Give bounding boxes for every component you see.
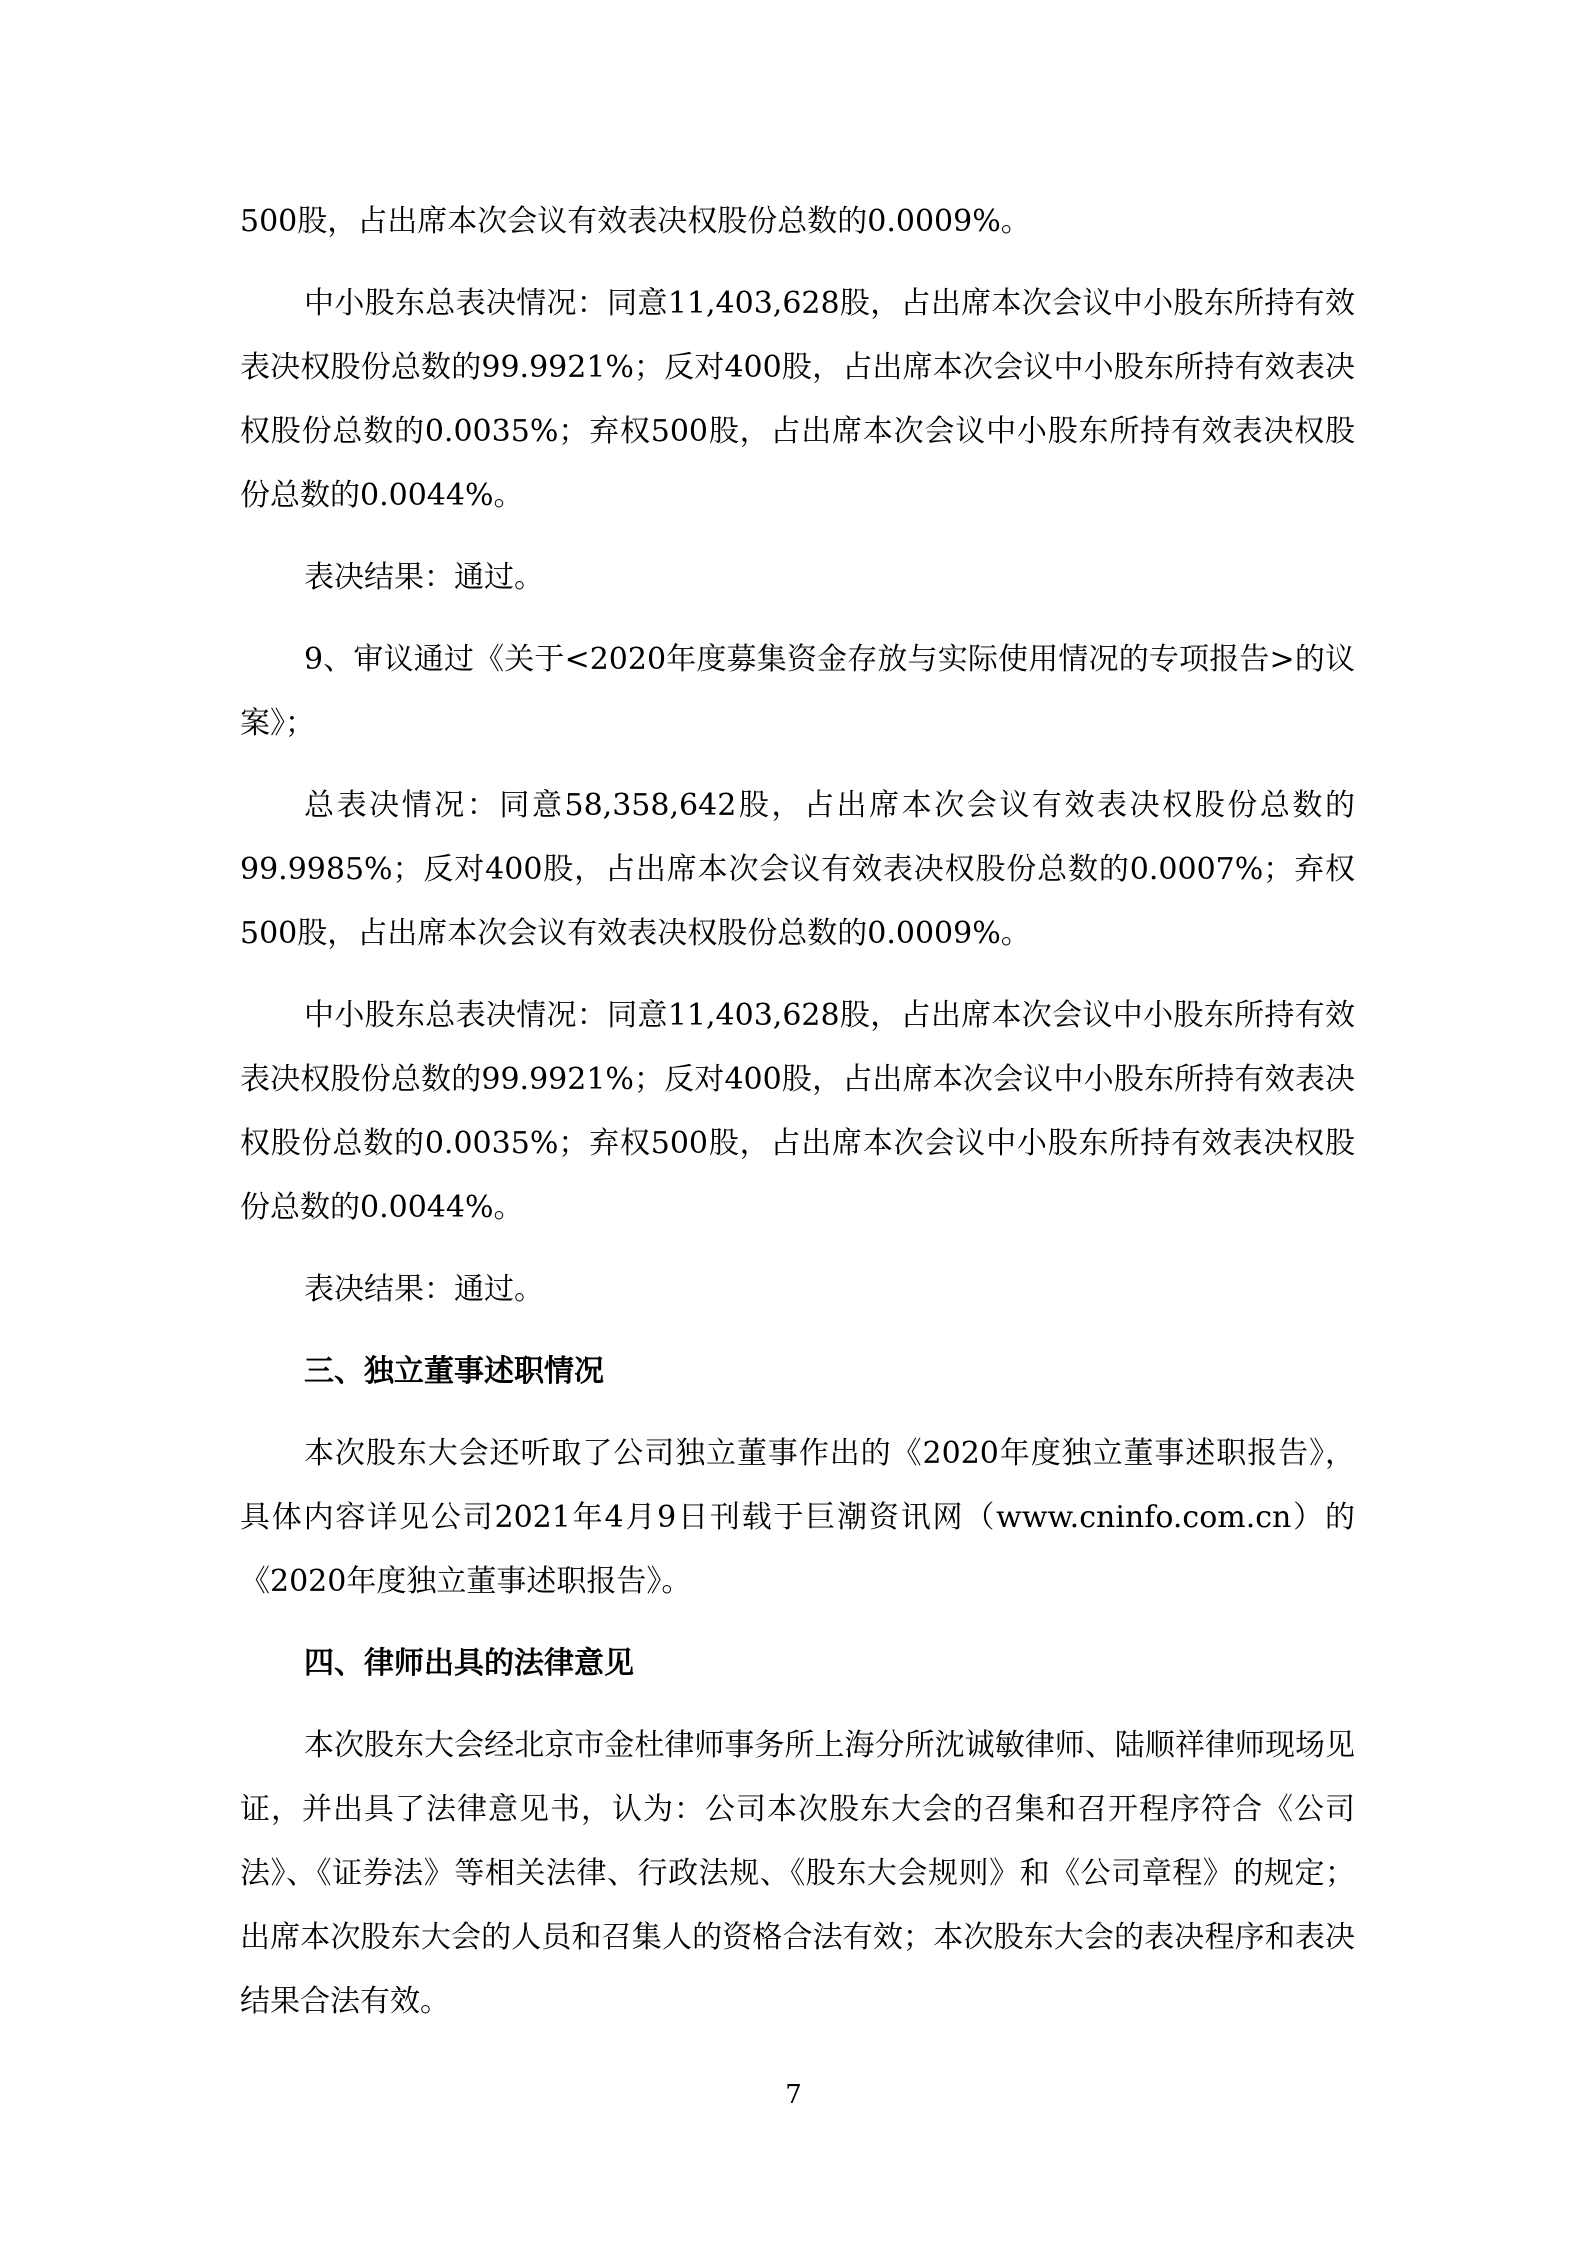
section-heading-independent-directors: 三、独立董事述职情况 (304, 1354, 604, 1389)
paragraph-legal-opinion: 本次股东大会经北京市金杜律师事务所上海分所沈诚敏律师、陆顺祥律师现场见证，并出具了法律意见书，认为：公司本次股东大会的召集和召开程序符合《公司法》、《证券法》等相关法律、行政法规、《股东大会规则》和《公司章程》的规定；出席本次股东大会的人员和召集人的资格合法有效；本次股东大会的表决程序和表决结果合法有效。 (240, 1728, 1355, 2019)
page-content (240, 190, 1355, 2034)
page-number: 7 (785, 2080, 802, 2110)
paragraph-minority-vote: 中小股东总表决情况：同意11,403,628股，占出席本次会议中小股东所持有效表决权股份总数的99.9921%；反对400股，占出席本次会议中小股东所持有效表决权股份总数的0.0035%；弃权500股，占出席本次会议中小股东所持有效表决权股份总数的0.0044%。 (240, 998, 1355, 1225)
paragraph-total-vote: 总表决情况：同意58,358,642股，占出席本次会议有效表决权股份总数的99.9985%；反对400股，占出席本次会议有效表决权股份总数的0.0007%；弃权500股，占出席本次会议有效表决权股份总数的0.0009%。 (240, 788, 1355, 951)
paragraph-independent-directors-report: 本次股东大会还听取了公司独立董事作出的《2020年度独立董事述职报告》，具体内容详见公司2021年4月9日刊载于巨潮资讯网（www.cninfo.com.cn）的《2020年度独立董事述职报告》。 (240, 1436, 1355, 1599)
paragraph-vote-continuation: 500股，占出席本次会议有效表决权股份总数的0.0009%。 (240, 204, 1031, 239)
paragraph-vote-result: 表决结果：通过。 (304, 560, 544, 595)
paragraph-resolution-9: 9、审议通过《关于<2020年度募集资金存放与实际使用情况的专项报告>的议案》； (240, 642, 1355, 741)
section-heading-legal-opinion: 四、律师出具的法律意见 (304, 1646, 634, 1681)
paragraph-minority-vote: 中小股东总表决情况：同意11,403,628股，占出席本次会议中小股东所持有效表决权股份总数的99.9921%；反对400股，占出席本次会议中小股东所持有效表决权股份总数的0.0035%；弃权500股，占出席本次会议中小股东所持有效表决权股份总数的0.0044%。 (240, 286, 1355, 513)
paragraph-vote-result: 表决结果：通过。 (304, 1272, 544, 1307)
